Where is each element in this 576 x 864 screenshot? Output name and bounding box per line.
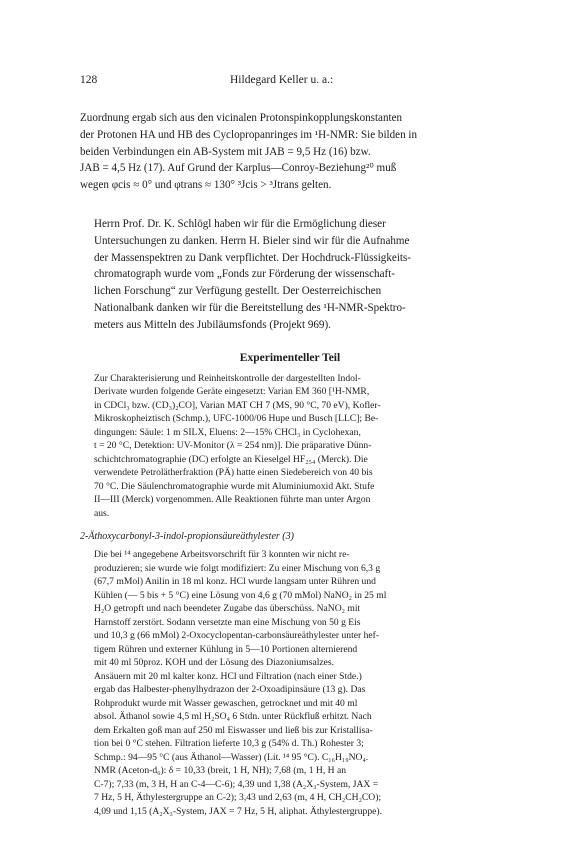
text-line: Nationalbank danken wir für die Bereitstellung des ¹H-NMR-Spektro- [94, 301, 406, 314]
paragraph-procedure [80, 548, 500, 670]
paragraph-workup [80, 670, 500, 765]
text-line: absol. Äthanol sowie 4,5 ml H₂SO₄ 6 Stdn. unter Rückfluß erhitzt. Nach [94, 711, 372, 723]
paragraph-nmr-data [80, 764, 500, 818]
text-line: schichtchromatographie (DC) erfolgte an Kieselgel HF₂₅₄ (Merck). Die [94, 453, 368, 465]
text-line: verwendete Petrolätherfraktion (PÄ) hatte einen Siedebereich von 40 bis [94, 467, 373, 479]
text-line: wegen φcis ≈ 0° und φtrans ≈ 130° ³Jcis > ³Jtrans gelten. [80, 179, 332, 192]
text-line: NMR (Aceton-d₆): δ = 10,33 (breit, 1 H, NH); 7,68 (m, 1 H, H an [94, 765, 347, 777]
paragraph-acknowledgements [80, 216, 500, 334]
text-line: Zuordnung ergab sich aus den vicinalen Protonspinkopplungskonstanten [80, 112, 403, 124]
text-line: 7 Hz, 5 H, Äthylestergruppe an C-2); 3,43 und 2,63 (m, 4 H, CH₂CH₂CO); [94, 792, 382, 804]
running-head: Hildegard Keller u. a.: [230, 74, 334, 86]
text-line: der Protonen HA und HB des Cyclopropanringes im ¹H-NMR: Sie bilden in [80, 128, 418, 141]
text-line: Schmp.: 94—95 °C (aus Äthanol—Wasser) (Lit. ¹⁴ 95 °C). C₁₆H₁₉NO₄. [94, 751, 369, 763]
paragraph-instruments [80, 372, 500, 521]
text-line: beiden Verbindungen ein AB-System mit JAB = 9,5 Hz (16) bzw. [80, 145, 371, 158]
text-line: aus. [94, 507, 110, 519]
text-line: Mikroskopheiztisch (Schmp.), UFC-1000/06 Hupe und Busch [LLC]; Be- [94, 413, 379, 425]
text-line: ergab das Halbester-phenylhydrazon der 2-Oxoadipinsäure (13 g). Das [94, 684, 366, 696]
text-line: t = 20 °C, Detektion: UV-Monitor (λ = 254 nm)]. Die präparative Dünn- [94, 440, 372, 452]
text-line: Rohprodukt wurde mit Wasser gewaschen, getrocknet und mit 40 ml [94, 697, 358, 709]
text-line: dingungen: Säule: 1 m SILX, Eluens: 2—15% CHCl₃ in Cyclohexan, [94, 426, 361, 438]
text-line: Zur Charakterisierung und Reinheitskontrolle der dargestellten Indol- [94, 372, 361, 384]
text-line: chromatograph wurde vom „Fonds zur Förderung der wissenschaft- [94, 268, 395, 281]
text-line: und 10,3 g (66 mMol) 2-Oxocyclopentan-carbonsäureäthylester unter hef- [94, 630, 380, 642]
text-line: der Massenspektren zu Dank verpflichtet. Der Hochdruck-Flüssigkeits- [94, 251, 412, 264]
text-line: Derivate wurden folgende Geräte eingesetzt: Varian EM 360 [¹H-NMR, [94, 386, 370, 398]
compound-heading: 2-Äthoxycarbonyl-3-indol-propionsäureäthylester (3) [80, 531, 294, 543]
page-number: 128 [80, 74, 98, 86]
text-line: H₂O getropft und nach beendeter Zugabe das überschüss. NaNO₂ mit [94, 603, 361, 615]
text-line: Ansäuern mit 20 ml kalter konz. HCl und Filtration (nach einer Stde.) [94, 670, 362, 682]
text-line: JAB = 4,5 Hz (17). Auf Grund der Karplus—Conroy-Beziehung²⁰ muß [80, 162, 397, 175]
text-line: Die bei ¹⁴ angegebene Arbeitsvorschrift für 3 konnten wir nicht re- [94, 549, 350, 561]
text-line: (67,7 mMol) Anilin in 18 ml konz. HCl wurde langsam unter Rühren und [94, 576, 376, 588]
text-line: dem Erkalten goß man auf 250 ml Eiswasser und ließ bis zur Kristallisa- [94, 724, 373, 736]
text-line: Herrn Prof. Dr. K. Schlögl haben wir für die Ermöglichung dieser [94, 217, 386, 230]
text-line: tion bei 0 °C stehen. Filtration lieferte 10,3 g (54% d. Th.) Rohester 3; [94, 738, 364, 750]
text-line: produzieren; sie wurde wie folgt modifiziert: Zu einer Mischung von 6,3 g [94, 562, 381, 574]
text-line: lichen Forschung“ zur Verfügung gestellt. Der Oesterreichischen [94, 285, 382, 298]
text-line: meters aus Mitteln des Jubiläumsfonds (Projekt 969). [94, 318, 331, 331]
text-line: mit 40 ml 50proz. KOH und der Lösung des Diazoniumsalzes. [94, 657, 335, 669]
text-line: Kühlen (— 5 bis + 5 °C) eine Lösung von 4,6 g (70 mMol) NaNO₂ in 25 ml [94, 589, 387, 601]
text-line: in CDCl₃ bzw. (CD₃)₂CO], Varian MAT CH 7 (MS, 90 °C, 70 eV), Kofler- [94, 399, 381, 411]
text-line: 70 °C. Die Säulenchromatographie wurde mit Aluminiumoxid Akt. Stufe [94, 480, 375, 492]
text-line: C-7); 7,33 (m, 3 H, H an C-4—C-6); 4,39 und 1,38 (A₂X₃-System, JAX = [94, 778, 379, 790]
text-line: Untersuchungen zu danken. Herrn H. Bieler sind wir für die Aufnahme [94, 234, 410, 247]
page-header [80, 74, 500, 92]
text-line: Harnstoff zerstört. Sodann versetzte man eine Mischung von 50 g Eis [94, 616, 361, 628]
section-title: Experimenteller Teil [239, 351, 341, 364]
document-page [80, 74, 500, 818]
text-line: II—III (Merck) vorgenommen. Alle Reaktionen führte man unter Argon [94, 494, 371, 506]
paragraph-coupling-constants [80, 110, 500, 194]
text-line: 4,09 und 1,15 (A₂X₃-System, JAX = 7 Hz, 5 H, aliphat. Äthylestergruppe). [94, 805, 382, 817]
text-line: tigem Rühren und externer Kühlung in 5—10 Portionen alternierend [94, 643, 358, 655]
